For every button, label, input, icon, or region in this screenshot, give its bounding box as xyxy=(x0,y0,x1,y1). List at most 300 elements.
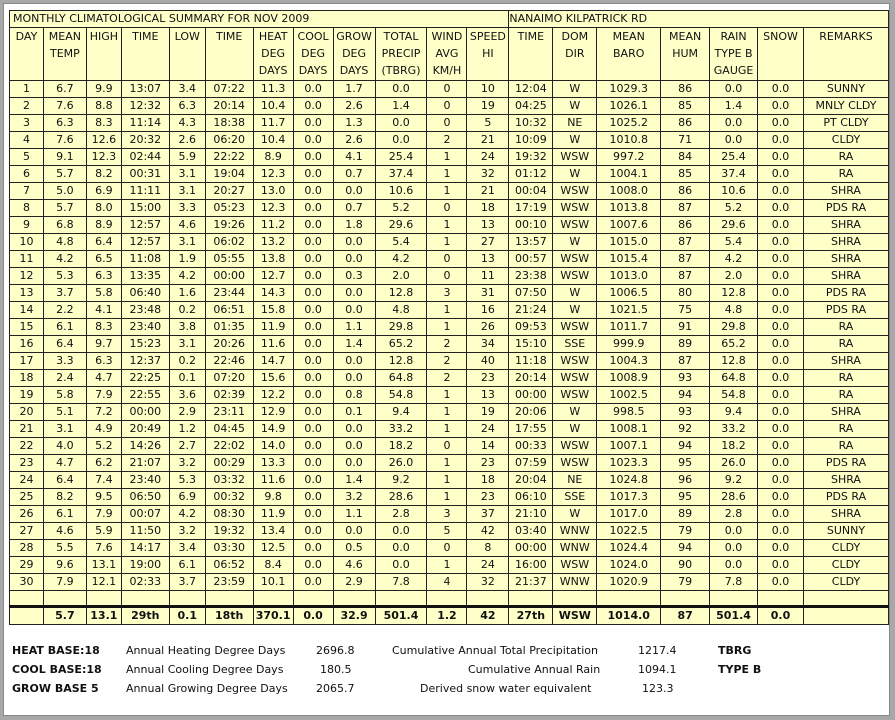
table-cell: 29.6 xyxy=(710,217,758,234)
table-cell: 10.6 xyxy=(375,183,427,200)
table-cell: 1021.5 xyxy=(597,302,661,319)
table-cell: WSW xyxy=(553,268,597,285)
table-cell: 64.8 xyxy=(710,370,758,387)
table-cell: 10:09 xyxy=(509,132,553,149)
table-cell: 1007.1 xyxy=(597,438,661,455)
empty-cell xyxy=(710,591,758,607)
table-cell: 23:48 xyxy=(121,302,169,319)
empty-cell xyxy=(467,591,509,607)
table-cell: 11.9 xyxy=(253,319,293,336)
table-cell: 0.0 xyxy=(333,234,375,251)
table-cell: 12.3 xyxy=(253,200,293,217)
cum-precip-gauge: TBRG xyxy=(718,644,752,657)
table-cell: 13.8 xyxy=(253,251,293,268)
table-cell: 4.8 xyxy=(710,302,758,319)
empty-cell xyxy=(333,591,375,607)
table-cell: 29.8 xyxy=(375,319,427,336)
table-cell: 4.2 xyxy=(169,506,205,523)
total-cell: 1.2 xyxy=(427,607,467,625)
table-cell: 4.6 xyxy=(43,523,86,540)
table-cell: RA xyxy=(803,438,888,455)
total-cell: WSW xyxy=(553,607,597,625)
annual-cooling-label: Annual Cooling Degree Days xyxy=(126,663,284,676)
table-cell: 5.7 xyxy=(43,166,86,183)
table-cell: 7.8 xyxy=(375,574,427,591)
table-cell: 0.0 xyxy=(293,523,333,540)
table-cell: 0.1 xyxy=(333,404,375,421)
table-cell: 16:00 xyxy=(509,557,553,574)
table-cell: 06:10 xyxy=(509,489,553,506)
table-cell: 6.8 xyxy=(43,217,86,234)
table-cell: RA xyxy=(803,166,888,183)
table-row xyxy=(10,98,889,115)
table-row xyxy=(10,523,889,540)
table-cell: 28 xyxy=(10,540,44,557)
table-cell: 7.6 xyxy=(43,132,86,149)
table-cell: 33.2 xyxy=(375,421,427,438)
table-cell: 4 xyxy=(427,574,467,591)
table-cell: 24 xyxy=(467,421,509,438)
table-cell: 86 xyxy=(661,217,710,234)
column-header xyxy=(758,28,804,81)
table-cell: 1.6 xyxy=(169,285,205,302)
table-cell: 19 xyxy=(467,404,509,421)
table-cell: NE xyxy=(553,115,597,132)
table-cell: 18.2 xyxy=(375,438,427,455)
table-cell: 93 xyxy=(661,404,710,421)
table-cell: 3.3 xyxy=(43,353,86,370)
table-cell: 3.1 xyxy=(169,234,205,251)
empty-cell xyxy=(121,591,169,607)
table-cell: 0.0 xyxy=(758,98,804,115)
table-cell: 23:40 xyxy=(121,472,169,489)
column-header-line: COOL xyxy=(297,30,329,43)
heat-base: HEAT BASE:18 xyxy=(12,644,100,657)
table-row xyxy=(10,166,889,183)
table-row xyxy=(10,574,889,591)
table-cell: W xyxy=(553,302,597,319)
table-cell: 1017.0 xyxy=(597,506,661,523)
empty-cell xyxy=(427,591,467,607)
table-cell: W xyxy=(553,421,597,438)
table-cell: 5.4 xyxy=(375,234,427,251)
table-row xyxy=(10,251,889,268)
table-cell: 23 xyxy=(467,489,509,506)
table-cell: 5.1 xyxy=(43,404,86,421)
table-cell: 1025.2 xyxy=(597,115,661,132)
table-cell: 13.0 xyxy=(253,183,293,200)
table-cell: 0.0 xyxy=(333,353,375,370)
table-cell: 12.8 xyxy=(710,285,758,302)
table-cell: 23:38 xyxy=(509,268,553,285)
column-header xyxy=(10,28,44,81)
table-cell: 0.0 xyxy=(758,217,804,234)
table-cell: 87 xyxy=(661,353,710,370)
table-row xyxy=(10,370,889,387)
table-cell: W xyxy=(553,506,597,523)
table-cell: 7.8 xyxy=(710,574,758,591)
table-cell: 24 xyxy=(467,149,509,166)
table-cell: 29.8 xyxy=(710,319,758,336)
column-header-line: DAY xyxy=(15,30,38,43)
table-cell: 1.7 xyxy=(333,81,375,98)
table-cell: 1020.9 xyxy=(597,574,661,591)
table-cell: WSW xyxy=(553,217,597,234)
table-cell: 4.2 xyxy=(43,251,86,268)
table-cell: 14.0 xyxy=(253,438,293,455)
table-cell: 02:44 xyxy=(121,149,169,166)
column-header-line: TIME xyxy=(517,30,545,43)
cum-precip-value: 1217.4 xyxy=(638,644,677,657)
table-cell: 1.4 xyxy=(375,98,427,115)
table-cell: 12.8 xyxy=(375,353,427,370)
table-cell: 26 xyxy=(10,506,44,523)
table-cell: WSW xyxy=(553,319,597,336)
column-header xyxy=(333,28,375,81)
table-cell: 13.2 xyxy=(253,234,293,251)
table-cell: 89 xyxy=(661,336,710,353)
table-cell: 12.8 xyxy=(375,285,427,302)
table-row xyxy=(10,455,889,472)
table-cell: 11:14 xyxy=(121,115,169,132)
table-cell: 1026.1 xyxy=(597,98,661,115)
table-cell: 0.0 xyxy=(758,540,804,557)
empty-cell xyxy=(375,591,427,607)
table-cell: 87 xyxy=(661,200,710,217)
table-cell: 0.0 xyxy=(293,421,333,438)
total-cell: 0.1 xyxy=(169,607,205,625)
table-cell: 0.0 xyxy=(293,455,333,472)
table-cell: SHRA xyxy=(803,217,888,234)
table-cell: 85 xyxy=(661,98,710,115)
table-cell: 1024.8 xyxy=(597,472,661,489)
table-row xyxy=(10,302,889,319)
table-cell: 0.0 xyxy=(758,523,804,540)
table-cell: RA xyxy=(803,149,888,166)
table-cell: 3.1 xyxy=(169,336,205,353)
total-cell: 27th xyxy=(509,607,553,625)
table-cell: 19 xyxy=(10,387,44,404)
table-cell: 6.3 xyxy=(86,353,121,370)
table-cell: 23 xyxy=(467,455,509,472)
table-cell: 28.6 xyxy=(710,489,758,506)
table-cell: 87 xyxy=(661,234,710,251)
total-cell xyxy=(803,607,888,625)
column-header-line: DEG xyxy=(261,47,286,60)
table-cell: 12.3 xyxy=(253,166,293,183)
table-cell: 3.4 xyxy=(169,81,205,98)
table-cell: SHRA xyxy=(803,234,888,251)
table-cell: 19:32 xyxy=(205,523,253,540)
column-header xyxy=(121,28,169,81)
table-cell: 2.0 xyxy=(710,268,758,285)
table-cell: 3.2 xyxy=(169,523,205,540)
table-cell: 3.8 xyxy=(169,319,205,336)
table-cell: 4.2 xyxy=(375,251,427,268)
table-cell: 19 xyxy=(467,98,509,115)
table-cell: 22:46 xyxy=(205,353,253,370)
table-cell: 2.4 xyxy=(43,370,86,387)
table-cell: 06:52 xyxy=(205,557,253,574)
table-cell: 1.4 xyxy=(710,98,758,115)
table-cell: 21 xyxy=(10,421,44,438)
table-cell: 5.0 xyxy=(43,183,86,200)
table-cell: 0 xyxy=(427,268,467,285)
table-cell: 6.9 xyxy=(86,183,121,200)
column-header-line: MEAN xyxy=(669,30,702,43)
column-header-line: RAIN xyxy=(720,30,747,43)
table-cell: 0.7 xyxy=(333,166,375,183)
table-cell: 1 xyxy=(427,217,467,234)
table-row xyxy=(10,268,889,285)
table-row xyxy=(10,81,889,98)
table-cell: 9.2 xyxy=(710,472,758,489)
table-cell: 0.0 xyxy=(758,200,804,217)
table-cell: 4.7 xyxy=(86,370,121,387)
table-cell: 84 xyxy=(661,149,710,166)
table-cell: 1 xyxy=(427,387,467,404)
table-cell: 0.0 xyxy=(293,387,333,404)
table-cell: 87 xyxy=(661,251,710,268)
table-cell: 5.8 xyxy=(86,285,121,302)
table-cell: 2.8 xyxy=(375,506,427,523)
table-cell: 0 xyxy=(427,200,467,217)
table-cell: 21:24 xyxy=(509,302,553,319)
table-cell: 03:32 xyxy=(205,472,253,489)
table-cell: SHRA xyxy=(803,506,888,523)
table-cell: 3 xyxy=(427,285,467,302)
table-cell: 0.2 xyxy=(169,353,205,370)
table-cell: 26.0 xyxy=(375,455,427,472)
table-cell: RA xyxy=(803,319,888,336)
table-cell: 5 xyxy=(467,115,509,132)
table-cell: 8.0 xyxy=(86,200,121,217)
table-cell: 23:59 xyxy=(205,574,253,591)
table-cell: 4.7 xyxy=(43,455,86,472)
table-cell: 00:00 xyxy=(205,268,253,285)
column-header-line: MEAN xyxy=(48,30,81,43)
table-cell: 0 xyxy=(427,98,467,115)
table-cell: 40 xyxy=(467,353,509,370)
column-header-line: AVG xyxy=(435,47,459,60)
total-cell: 1014.0 xyxy=(597,607,661,625)
table-cell: 3.7 xyxy=(43,285,86,302)
table-cell: SHRA xyxy=(803,268,888,285)
table-cell: WNW xyxy=(553,540,597,557)
table-cell: 27 xyxy=(10,523,44,540)
table-cell: 10.4 xyxy=(253,132,293,149)
total-cell xyxy=(10,607,44,625)
table-cell: 9.7 xyxy=(86,336,121,353)
table-cell: 0.0 xyxy=(293,251,333,268)
table-cell: 20 xyxy=(10,404,44,421)
table-cell: 94 xyxy=(661,540,710,557)
column-header xyxy=(169,28,205,81)
table-cell: 79 xyxy=(661,523,710,540)
table-cell: 04:25 xyxy=(509,98,553,115)
table-cell: 9.1 xyxy=(43,149,86,166)
table-cell: 1002.5 xyxy=(597,387,661,404)
table-cell: 3.2 xyxy=(169,455,205,472)
column-header-line: DEG xyxy=(342,47,367,60)
table-cell: 997.2 xyxy=(597,149,661,166)
table-cell: 0.0 xyxy=(333,183,375,200)
table-cell: 6.7 xyxy=(43,81,86,98)
table-cell: 1008.1 xyxy=(597,421,661,438)
table-cell: 6.4 xyxy=(86,234,121,251)
table-cell: 4 xyxy=(10,132,44,149)
table-cell: 7.4 xyxy=(86,472,121,489)
total-cell: 370.1 xyxy=(253,607,293,625)
table-cell: 37 xyxy=(467,506,509,523)
table-cell: 1004.3 xyxy=(597,353,661,370)
table-cell: 92 xyxy=(661,421,710,438)
station-name: NANAIMO KILPATRICK RD xyxy=(509,11,889,28)
table-cell: 01:12 xyxy=(509,166,553,183)
table-cell: 11.3 xyxy=(253,81,293,98)
table-cell: W xyxy=(553,285,597,302)
table-cell: 5.9 xyxy=(86,523,121,540)
table-cell: 79 xyxy=(661,574,710,591)
table-cell: 0.0 xyxy=(293,472,333,489)
table-cell: 11.7 xyxy=(253,115,293,132)
table-cell: WSW xyxy=(553,370,597,387)
table-cell: 9.2 xyxy=(375,472,427,489)
table-cell: 11 xyxy=(467,268,509,285)
table-cell: 23:44 xyxy=(205,285,253,302)
table-cell: 0.0 xyxy=(293,149,333,166)
table-cell: 33.2 xyxy=(710,421,758,438)
table-cell: 1007.6 xyxy=(597,217,661,234)
table-cell: 1 xyxy=(427,455,467,472)
table-cell: PT CLDY xyxy=(803,115,888,132)
table-cell: 25 xyxy=(10,489,44,506)
table-cell: 10 xyxy=(467,81,509,98)
table-cell: 5.2 xyxy=(86,438,121,455)
table-row xyxy=(10,319,889,336)
table-cell: 85 xyxy=(661,166,710,183)
empty-cell xyxy=(43,591,86,607)
table-cell: 11.6 xyxy=(253,336,293,353)
title-row xyxy=(10,11,889,28)
table-cell: 3.7 xyxy=(169,574,205,591)
table-cell: 1 xyxy=(427,404,467,421)
annual-cooling-value: 180.5 xyxy=(320,663,352,676)
table-cell: 8.9 xyxy=(86,217,121,234)
table-cell: 11:11 xyxy=(121,183,169,200)
table-cell: 0.0 xyxy=(293,183,333,200)
table-row xyxy=(10,506,889,523)
blank-row xyxy=(10,591,889,607)
table-cell: 19:32 xyxy=(509,149,553,166)
table-cell: 20:04 xyxy=(509,472,553,489)
table-cell: 8.4 xyxy=(253,557,293,574)
total-cell: 5.7 xyxy=(43,607,86,625)
table-cell: 2 xyxy=(427,336,467,353)
table-cell: 19:26 xyxy=(205,217,253,234)
table-cell: 1006.5 xyxy=(597,285,661,302)
table-cell: 5.3 xyxy=(169,472,205,489)
column-header-line: REMARKS xyxy=(819,30,873,43)
table-cell: 6.5 xyxy=(86,251,121,268)
table-cell: W xyxy=(553,81,597,98)
table-cell: 1022.5 xyxy=(597,523,661,540)
table-cell: 0 xyxy=(427,251,467,268)
table-cell: W xyxy=(553,404,597,421)
table-cell: 00:04 xyxy=(509,183,553,200)
table-cell: 25.4 xyxy=(710,149,758,166)
table-cell: WSW xyxy=(553,251,597,268)
table-cell: 21 xyxy=(467,132,509,149)
table-cell: 998.5 xyxy=(597,404,661,421)
table-cell: 9.9 xyxy=(86,81,121,98)
table-cell: 30 xyxy=(10,574,44,591)
header-row xyxy=(10,28,889,81)
table-cell: 1 xyxy=(10,81,44,98)
column-header-line: DAYS xyxy=(298,64,328,77)
table-cell: 18 xyxy=(467,200,509,217)
table-cell: 22:55 xyxy=(121,387,169,404)
column-header-line: PRECIP xyxy=(381,47,421,60)
table-cell: 1024.0 xyxy=(597,557,661,574)
table-cell: 86 xyxy=(661,115,710,132)
table-cell: WSW xyxy=(553,455,597,472)
snow-equivalent-value: 123.3 xyxy=(642,682,674,695)
annual-heating-value: 2696.8 xyxy=(316,644,355,657)
table-cell: 37.4 xyxy=(710,166,758,183)
table-cell: 54.8 xyxy=(710,387,758,404)
table-cell: 20:26 xyxy=(205,336,253,353)
column-header-line: (TBRG) xyxy=(381,64,421,77)
table-cell: 8.2 xyxy=(86,166,121,183)
table-cell: SUNNY xyxy=(803,81,888,98)
table-cell: 0.8 xyxy=(333,387,375,404)
table-cell: PDS RA xyxy=(803,200,888,217)
table-cell: 13:57 xyxy=(509,234,553,251)
table-cell: W xyxy=(553,98,597,115)
table-cell: WNW xyxy=(553,523,597,540)
table-cell: 28.6 xyxy=(375,489,427,506)
table-cell: 22 xyxy=(10,438,44,455)
table-cell: 0.0 xyxy=(758,472,804,489)
table-row xyxy=(10,421,889,438)
table-cell: 00:33 xyxy=(509,438,553,455)
table-cell: 0.2 xyxy=(169,302,205,319)
table-cell: CLDY xyxy=(803,557,888,574)
table-cell: RA xyxy=(803,336,888,353)
table-cell: 16 xyxy=(467,302,509,319)
column-header xyxy=(375,28,427,81)
report-title: MONTHLY CLIMATOLOGICAL SUMMARY FOR NOV 2009 xyxy=(10,11,509,28)
table-cell: SSE xyxy=(553,489,597,506)
column-header xyxy=(553,28,597,81)
table-cell: 2.2 xyxy=(43,302,86,319)
column-header-line: HIGH xyxy=(89,30,119,43)
table-cell: 5.8 xyxy=(43,387,86,404)
table-row xyxy=(10,336,889,353)
table-cell: RA xyxy=(803,370,888,387)
table-cell: 4.8 xyxy=(43,234,86,251)
table-cell: 5.5 xyxy=(43,540,86,557)
table-cell: 3.3 xyxy=(169,200,205,217)
cum-rain-value: 1094.1 xyxy=(638,663,677,676)
table-cell: 16 xyxy=(10,336,44,353)
table-cell: 1008.9 xyxy=(597,370,661,387)
table-row xyxy=(10,557,889,574)
table-cell: 0.0 xyxy=(758,285,804,302)
table-cell: 0.0 xyxy=(333,523,375,540)
table-cell: 03:40 xyxy=(509,523,553,540)
